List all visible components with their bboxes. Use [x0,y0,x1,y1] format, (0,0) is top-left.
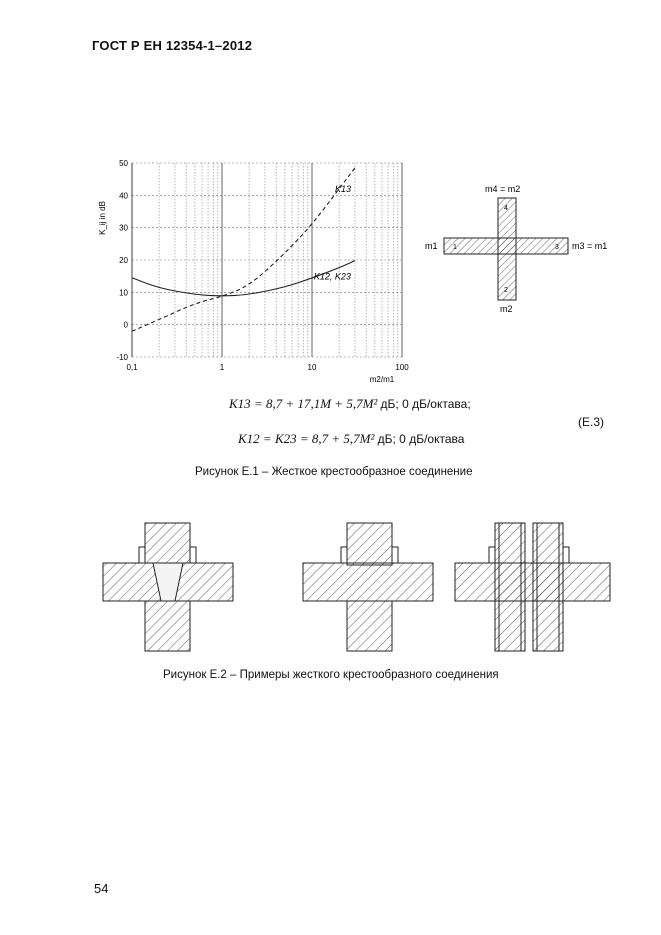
figure-caption-e1: Рисунок Е.1 – Жесткое крестообразное соединение [195,466,473,478]
cross-joint-diagram [410,180,630,320]
chart-labels [314,184,351,281]
example-double-wall-joint [455,523,610,651]
joint-num-2: 2 [504,287,508,294]
x-tick-label: 100 [395,363,409,372]
y-tick-label: 50 [119,159,128,168]
equation-number: (E.3) [578,415,605,429]
x-axis-label: m2/m1 [369,375,395,384]
joint-num-1: 1 [453,244,457,251]
formula-k13-expression: K13 = 8,7 + 17,1M + 5,7M² [229,396,378,411]
y-tick-label: 40 [119,191,128,201]
x-tick-label: 1 [219,363,225,372]
joint-label-right: m3 = m1 [572,241,608,251]
document-header: ГОСТ Р ЕН 12354-1–2012 [92,38,253,53]
y-tick-label: -10 [116,353,128,362]
example-plate-joint [303,523,433,651]
example-welded-joint [103,523,233,651]
joint-num-4: 4 [504,205,508,212]
series-k13-line [132,168,355,331]
page-number: 54 [94,881,109,896]
chart-grid [132,163,402,357]
joint-examples-figure [95,515,615,655]
x-tick-label: 10 [307,363,317,372]
joint-label-left: m1 [425,241,438,251]
formula-k13-unit: дБ; 0 дБ/октава; [380,397,471,411]
joint-label-top: m4 = m2 [485,184,521,194]
joint-label-bottom: m2 [500,304,513,314]
x-tick-label: 0,1 [126,363,138,372]
formula-k12 [238,431,464,447]
formula-k13 [229,396,471,412]
kij-chart [95,150,410,385]
figure-caption-e2: Рисунок Е.2 – Примеры жесткого крестообразного соединения [163,669,499,681]
y-tick-label: 10 [119,288,128,298]
y-tick-label: 0 [123,320,128,330]
y-axis-label: K_ij in dB [98,201,107,235]
formula-k12-expression: K12 = K23 = 8,7 + 5,7M² [238,431,375,446]
joint-num-3: 3 [555,244,559,251]
formula-k12-unit: дБ; 0 дБ/октава [377,432,465,446]
y-tick-label: 20 [119,256,128,265]
label-k13: K13 [334,184,351,195]
y-tick-label: 30 [119,223,128,233]
joint-horizontal-plate [444,238,568,254]
chart-axes [98,159,409,384]
chart-series [132,168,355,331]
label-k12-k23: K12, K23 [313,271,351,282]
